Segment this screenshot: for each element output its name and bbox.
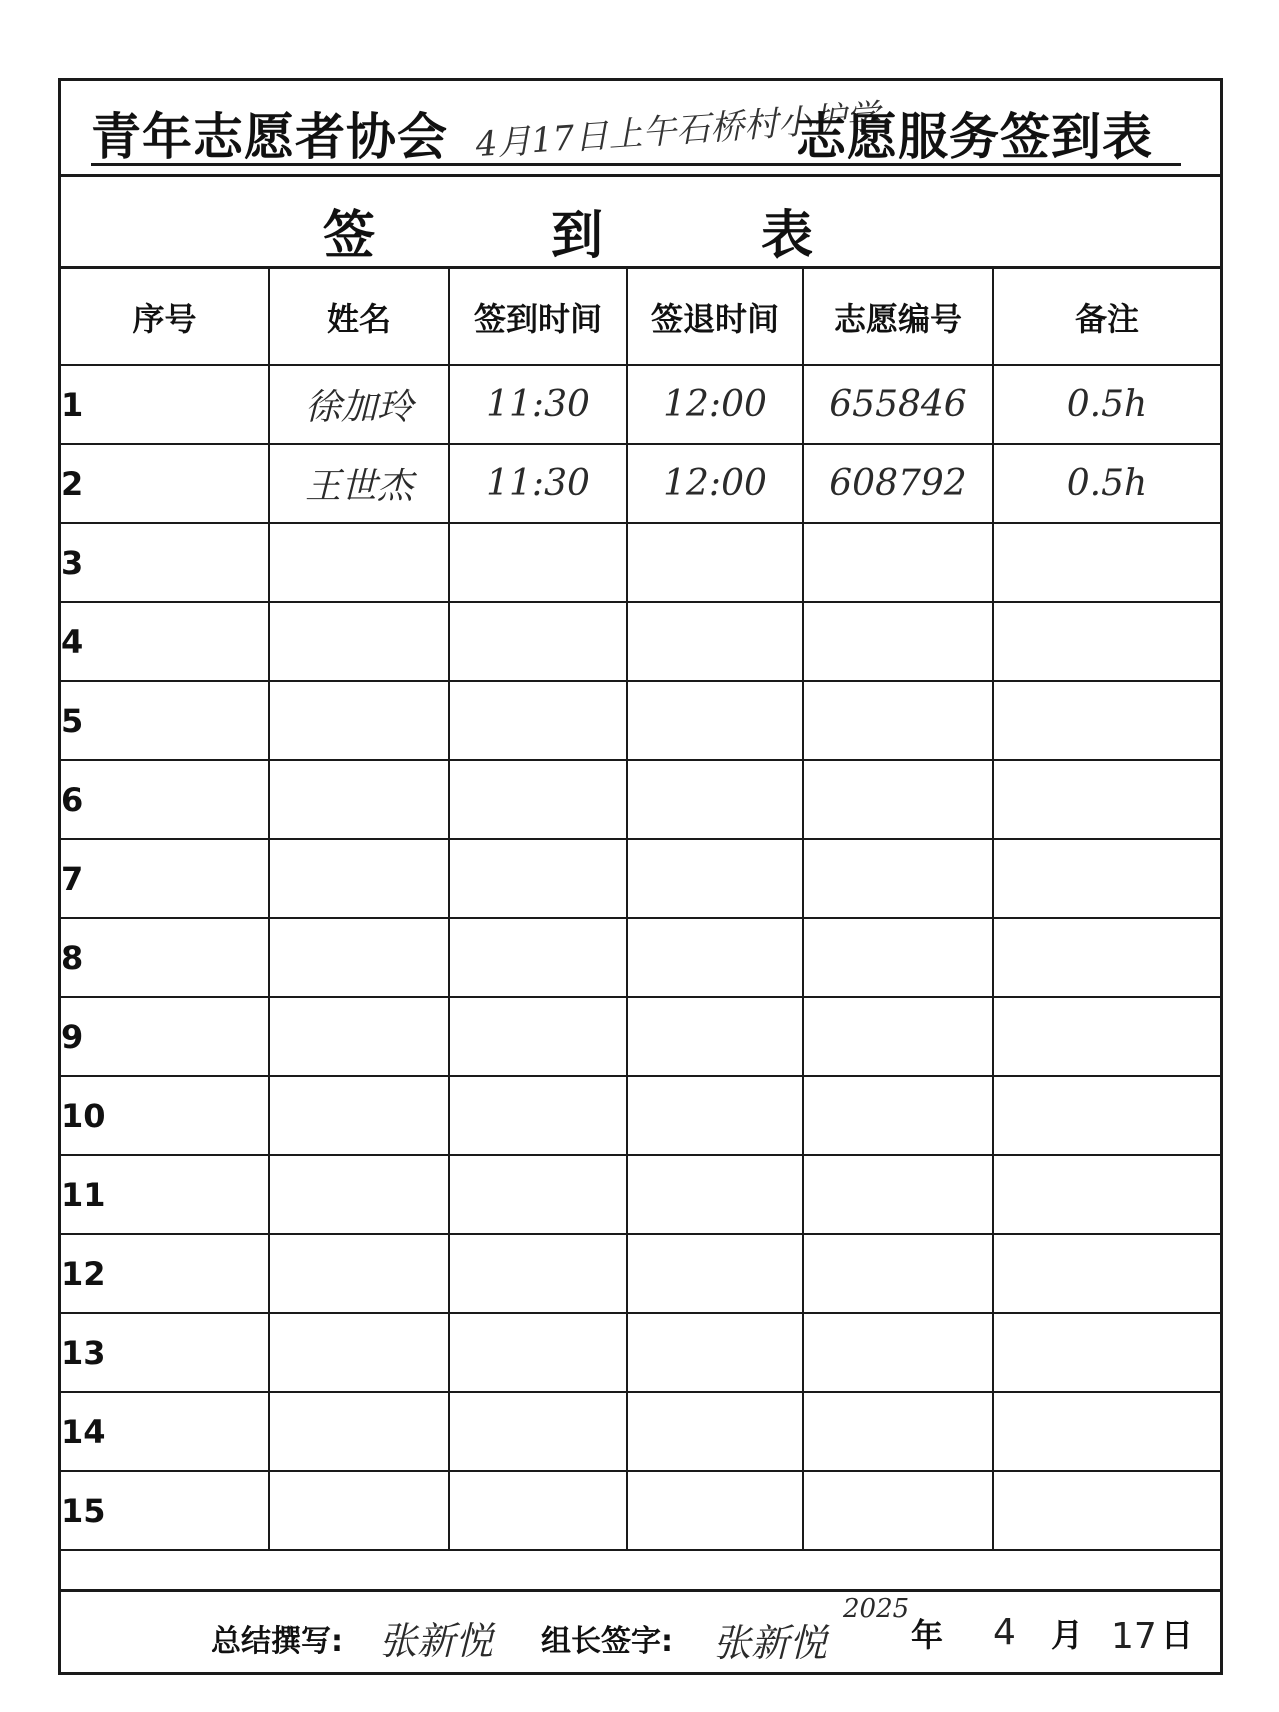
row-number: 8 bbox=[61, 918, 269, 997]
checkin-cell[interactable] bbox=[449, 1155, 627, 1234]
col-header-checkin: 签到时间 bbox=[449, 269, 627, 365]
name-cell[interactable] bbox=[269, 523, 449, 602]
checkout-cell[interactable] bbox=[627, 839, 803, 918]
leader-signature: 张新悦 bbox=[713, 1621, 828, 1665]
col-header-name: 姓名 bbox=[269, 269, 449, 365]
note-cell[interactable] bbox=[993, 918, 1220, 997]
note-cell[interactable] bbox=[993, 760, 1220, 839]
note-cell[interactable] bbox=[993, 602, 1220, 681]
checkin-cell[interactable] bbox=[449, 997, 627, 1076]
name-cell[interactable] bbox=[269, 839, 449, 918]
date-year: 2025 bbox=[843, 1594, 910, 1624]
table-row bbox=[61, 1155, 1220, 1234]
checkin-cell[interactable]: 11:30 bbox=[449, 444, 627, 523]
day-unit: 日 bbox=[1161, 1616, 1194, 1654]
year-unit: 年 bbox=[911, 1616, 944, 1654]
name-cell[interactable] bbox=[269, 1313, 449, 1392]
col-header-volunteer-id: 志愿编号 bbox=[803, 269, 993, 365]
footer-row bbox=[61, 1589, 1220, 1678]
row-number: 10 bbox=[61, 1076, 269, 1155]
row-number: 9 bbox=[61, 997, 269, 1076]
checkout-cell[interactable] bbox=[627, 1313, 803, 1392]
checkin-cell[interactable] bbox=[449, 1234, 627, 1313]
banner-char-3: 表 bbox=[761, 206, 814, 266]
volunteer-id-cell[interactable]: 608792 bbox=[803, 444, 993, 523]
row-number: 4 bbox=[61, 602, 269, 681]
table-row bbox=[61, 1313, 1220, 1392]
checkin-cell[interactable] bbox=[449, 681, 627, 760]
checkout-cell[interactable] bbox=[627, 1392, 803, 1471]
checkin-cell[interactable]: 11:30 bbox=[449, 365, 627, 444]
table-row bbox=[61, 1234, 1220, 1313]
handwritten-event: 4月17日上午石桥村小护学 bbox=[474, 96, 882, 166]
row-number: 13 bbox=[61, 1313, 269, 1392]
volunteer-id-cell[interactable] bbox=[803, 839, 993, 918]
banner-row bbox=[61, 177, 1220, 269]
note-cell[interactable] bbox=[993, 1076, 1220, 1155]
summary-label: 总结撰写: bbox=[211, 1624, 343, 1659]
table-row bbox=[61, 1076, 1220, 1155]
month-unit: 月 bbox=[1051, 1616, 1084, 1654]
volunteer-id-cell[interactable] bbox=[803, 1471, 993, 1550]
org-name: 青年志愿者协会 bbox=[91, 108, 448, 166]
date-day: 17 bbox=[1111, 1616, 1157, 1657]
checkin-cell[interactable] bbox=[449, 1313, 627, 1392]
row-number: 12 bbox=[61, 1234, 269, 1313]
checkin-cell[interactable] bbox=[449, 1471, 627, 1550]
row-number: 1 bbox=[61, 365, 269, 444]
title-row bbox=[61, 81, 1220, 177]
row-number: 14 bbox=[61, 1392, 269, 1471]
sign-in-table bbox=[61, 269, 1220, 1551]
row-number: 7 bbox=[61, 839, 269, 918]
table-row bbox=[61, 365, 1220, 444]
checkin-cell[interactable] bbox=[449, 839, 627, 918]
checkin-cell[interactable] bbox=[449, 1392, 627, 1471]
name-cell[interactable] bbox=[269, 1392, 449, 1471]
row-number: 5 bbox=[61, 681, 269, 760]
table-row bbox=[61, 523, 1220, 602]
banner-char-2: 到 bbox=[551, 206, 604, 266]
note-cell[interactable]: 0.5h bbox=[993, 365, 1220, 444]
title-underline bbox=[91, 163, 1181, 166]
form-title: 志愿服务签到表 bbox=[796, 108, 1153, 166]
table-row bbox=[61, 444, 1220, 523]
checkout-cell[interactable] bbox=[627, 1076, 803, 1155]
note-cell[interactable] bbox=[993, 1155, 1220, 1234]
volunteer-id-cell[interactable] bbox=[803, 1076, 993, 1155]
name-cell[interactable] bbox=[269, 760, 449, 839]
col-header-note: 备注 bbox=[993, 269, 1220, 365]
name-cell[interactable] bbox=[269, 1155, 449, 1234]
table-row bbox=[61, 918, 1220, 997]
leader-label: 组长签字: bbox=[541, 1624, 673, 1659]
volunteer-id-cell[interactable] bbox=[803, 997, 993, 1076]
name-cell[interactable] bbox=[269, 1076, 449, 1155]
note-cell[interactable] bbox=[993, 1392, 1220, 1471]
note-cell[interactable] bbox=[993, 1234, 1220, 1313]
table-row bbox=[61, 760, 1220, 839]
checkin-cell[interactable] bbox=[449, 760, 627, 839]
checkout-cell[interactable] bbox=[627, 1471, 803, 1550]
checkin-cell[interactable] bbox=[449, 602, 627, 681]
sign-in-sheet bbox=[58, 78, 1223, 1675]
volunteer-id-cell[interactable] bbox=[803, 523, 993, 602]
volunteer-id-cell[interactable] bbox=[803, 1313, 993, 1392]
col-header-no: 序号 bbox=[61, 269, 269, 365]
note-cell[interactable]: 0.5h bbox=[993, 444, 1220, 523]
row-number: 2 bbox=[61, 444, 269, 523]
checkin-cell[interactable] bbox=[449, 1076, 627, 1155]
summary-signature: 张新悦 bbox=[379, 1619, 494, 1663]
name-cell[interactable]: 徐加玲 bbox=[269, 365, 449, 444]
table-row bbox=[61, 1392, 1220, 1471]
checkout-cell[interactable] bbox=[627, 1155, 803, 1234]
volunteer-id-cell[interactable] bbox=[803, 1155, 993, 1234]
note-cell[interactable] bbox=[993, 839, 1220, 918]
table-row bbox=[61, 1471, 1220, 1550]
table-row bbox=[61, 997, 1220, 1076]
table-row bbox=[61, 839, 1220, 918]
checkout-cell[interactable] bbox=[627, 997, 803, 1076]
name-cell[interactable] bbox=[269, 1471, 449, 1550]
table-row bbox=[61, 681, 1220, 760]
name-cell[interactable] bbox=[269, 997, 449, 1076]
note-cell[interactable] bbox=[993, 681, 1220, 760]
name-cell[interactable] bbox=[269, 602, 449, 681]
checkout-cell[interactable]: 12:00 bbox=[627, 365, 803, 444]
checkout-cell[interactable] bbox=[627, 681, 803, 760]
banner-char-1: 签 bbox=[323, 206, 376, 266]
row-number: 15 bbox=[61, 1471, 269, 1550]
name-cell[interactable] bbox=[269, 681, 449, 760]
row-number: 3 bbox=[61, 523, 269, 602]
checkout-cell[interactable]: 12:00 bbox=[627, 444, 803, 523]
checkin-cell[interactable] bbox=[449, 918, 627, 997]
checkin-cell[interactable] bbox=[449, 523, 627, 602]
name-cell[interactable] bbox=[269, 1234, 449, 1313]
row-number: 6 bbox=[61, 760, 269, 839]
note-cell[interactable] bbox=[993, 997, 1220, 1076]
col-header-checkout: 签退时间 bbox=[627, 269, 803, 365]
checkout-cell[interactable] bbox=[627, 523, 803, 602]
note-cell[interactable] bbox=[993, 1471, 1220, 1550]
volunteer-id-cell[interactable] bbox=[803, 918, 993, 997]
volunteer-id-cell[interactable] bbox=[803, 681, 993, 760]
row-number: 11 bbox=[61, 1155, 269, 1234]
checkout-cell[interactable] bbox=[627, 1234, 803, 1313]
checkout-cell[interactable] bbox=[627, 602, 803, 681]
table-row bbox=[61, 602, 1220, 681]
date-month: 4 bbox=[993, 1612, 1016, 1653]
note-cell[interactable] bbox=[993, 523, 1220, 602]
volunteer-id-cell[interactable] bbox=[803, 1392, 993, 1471]
volunteer-id-cell[interactable] bbox=[803, 602, 993, 681]
volunteer-id-cell[interactable] bbox=[803, 760, 993, 839]
checkout-cell[interactable] bbox=[627, 760, 803, 839]
name-cell[interactable]: 王世杰 bbox=[269, 444, 449, 523]
volunteer-id-cell[interactable] bbox=[803, 1234, 993, 1313]
name-cell[interactable] bbox=[269, 918, 449, 997]
table-header-row bbox=[61, 269, 1220, 365]
checkout-cell[interactable] bbox=[627, 918, 803, 997]
volunteer-id-cell[interactable]: 655846 bbox=[803, 365, 993, 444]
note-cell[interactable] bbox=[993, 1313, 1220, 1392]
